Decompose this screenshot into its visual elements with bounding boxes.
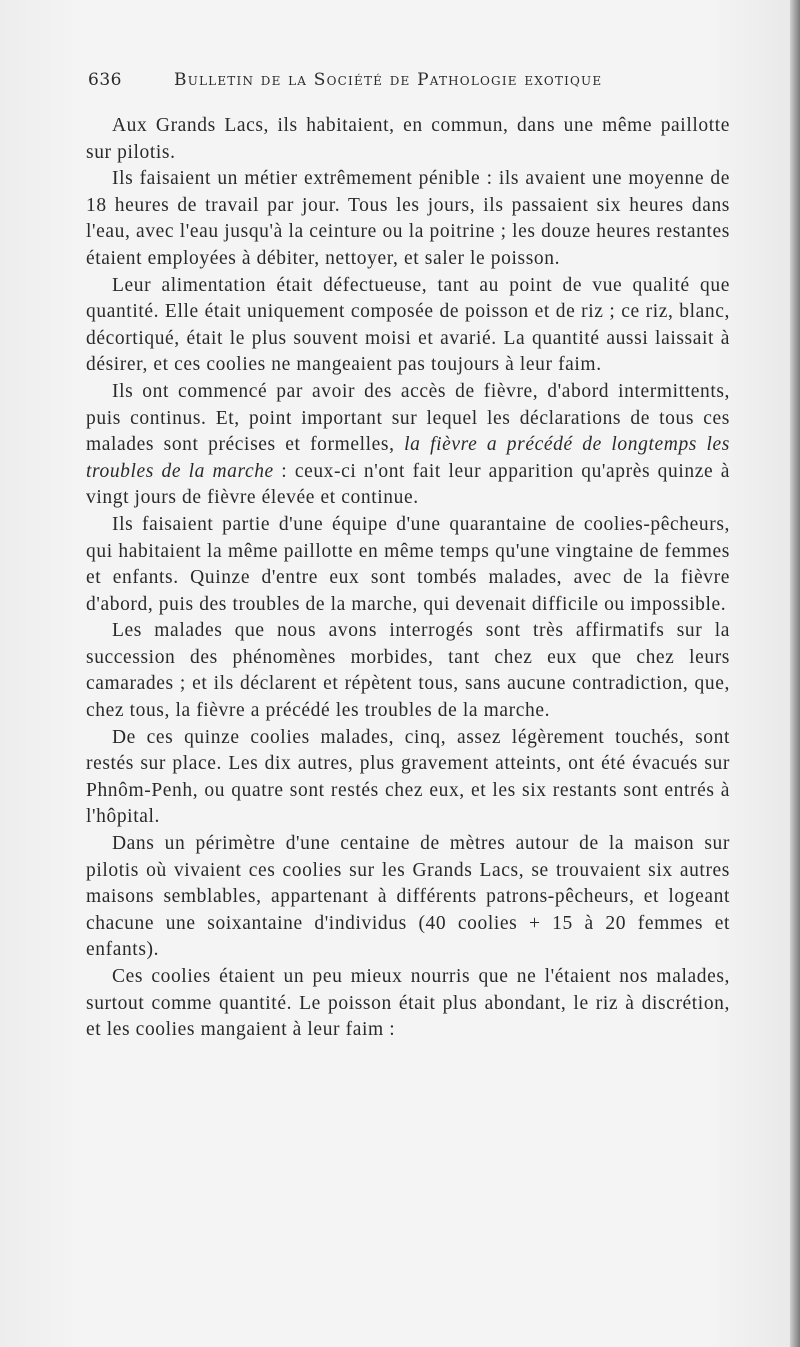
paragraph-7: De ces quinze coolies malades, cinq, assez légèrement touchés, sont restés sur place. Les dix autres, plus gravement atteints, ont été évacués sur Phnôm-Penh, ou quatre sont restés chez eux, et les six restants sont entrés à l'hôpital. bbox=[86, 726, 730, 828]
paragraph-9: Ces coolies étaient un peu mieux nourris que ne l'étaient nos malades, surtout comme quantité. Le poisson était plus abondant, le riz à discrétion, et les coolies mangaient à leur faim : bbox=[86, 966, 730, 1041]
paragraph-2: Ils faisaient un métier extrêmement pénible : ils avaient une moyenne de 18 heures de travail par jour. Tous les jours, ils passaient six heures dans l'eau, avec l'eau jusqu'à la ceinture ou la poitrine ; les douze heures restantes étaient employées à débiter, nettoyer, et saler le poisson. bbox=[86, 168, 730, 269]
paragraph-8: Dans un périmètre d'une centaine de mètres autour de la maison sur pilotis où vivaient ces coolies sur les Grands Lacs, se trouvaient six autres maisons semblables, appartenant à différents patrons-pêcheurs, et logeant chacune une soixantaine d'individus (40 coolies + 15 à 20 femmes et enfants). bbox=[86, 833, 730, 961]
page-edge-shadow bbox=[790, 0, 800, 1347]
paragraph-4-end: : ceux-ci n'ont fait leur apparition qu'après quinze à vingt jours de fièvre élevée et continue. bbox=[86, 460, 730, 509]
paragraph-5: Ils faisaient partie d'une équipe d'une quarantaine de coolies-pêcheurs, qui habitaient la même paillotte en même temps qu'une vingtaine de femmes et enfants. Quinze d'entre eux sont tombés malades, avec de la fièvre d'abord, puis des troubles de la marche, qui devenait difficile ou impossible. bbox=[86, 513, 730, 615]
paragraph-3: Leur alimentation était défectueuse, tant au point de vue qualité que quantité. Elle était uniquement composée de poisson et de riz ; ce riz, blanc, décortiqué, était le plus souvent moisi et avarié. La quantité aussi laissait à désirer, et ces coolies ne mangeaient pas toujours à leur faim. bbox=[86, 274, 730, 376]
page-number: 636 bbox=[88, 70, 122, 90]
page-header bbox=[88, 70, 720, 94]
body-text bbox=[86, 113, 730, 1044]
paragraph-4-emphasis: la fièvre a précédé de longtemps les troubles de la marche bbox=[86, 434, 730, 482]
running-title: Bulletin de la Société de Pathologie exotique bbox=[174, 70, 603, 90]
paragraph-1: Aux Grands Lacs, ils habitaient, en commun, dans une même paillotte sur pilotis. bbox=[86, 115, 730, 163]
paragraph-4 bbox=[86, 379, 730, 512]
paragraph-6: Les malades que nous avons interrogés sont très affirmatifs sur la succession des phénomènes morbides, tant chez eux que chez leurs camarades ; et ils déclarent et répètent tous, sans aucune contradiction, que, chez tous, la fièvre a précédé les troubles de la marche. bbox=[86, 620, 730, 722]
paragraph-4-start: Ils ont commencé par avoir des accès de fièvre, d'abord intermittents, puis continus. Et, point important sur lequel les déclarations de tous ces malades sont précises et formelles, bbox=[86, 380, 730, 456]
